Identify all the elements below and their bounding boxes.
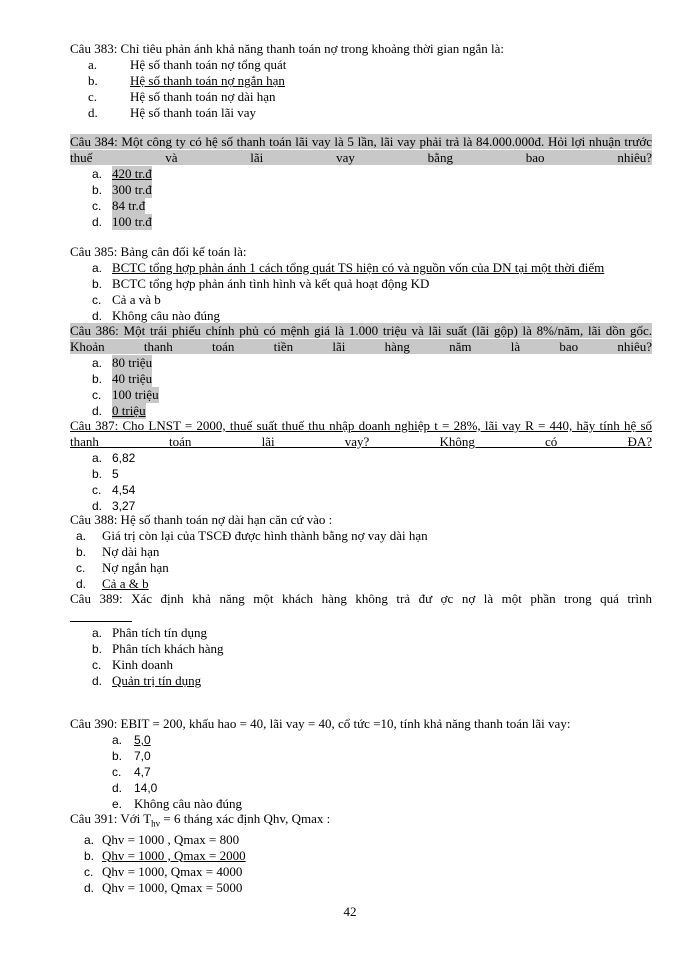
option-386-d <box>70 403 652 419</box>
option-391-b <box>70 848 652 864</box>
option-text: 5 <box>112 467 119 481</box>
option-387-b <box>70 466 652 482</box>
question-385-options <box>70 260 652 324</box>
option-text-answer: Qhv = 1000 , Qmax = 2000 <box>102 847 246 863</box>
option-label: d. <box>92 404 103 418</box>
option-label: a. <box>88 57 98 72</box>
question-388 <box>70 512 652 592</box>
option-label: c. <box>92 483 102 497</box>
option-label: c. <box>92 199 102 213</box>
option-label: b. <box>92 467 103 481</box>
option-label: b. <box>84 848 95 863</box>
option-text: 3,27 <box>112 499 136 513</box>
option-label: c. <box>92 293 102 307</box>
option-text-answer: BCTC tổng hợp phản ánh 1 cách tổng quát TS hiện có và nguồn vốn của DN tại một thời điểm <box>112 260 605 275</box>
option-385-c <box>70 292 652 308</box>
question-385-title: Câu 385: Bảng cân đối kế toán là: <box>70 244 247 259</box>
option-text: Hệ số thanh toán nợ tổng quát <box>130 57 287 72</box>
option-text: 84 tr.đ <box>112 198 146 213</box>
option-label: c. <box>88 89 98 104</box>
option-385-d <box>70 308 652 324</box>
option-label: b. <box>112 749 123 763</box>
option-391-a <box>70 832 652 848</box>
option-text: Phân tích tín dụng <box>112 625 207 640</box>
option-383-b <box>70 73 652 89</box>
option-384-c <box>70 198 652 214</box>
question-387-title: Câu 387: Cho LNST = 2000, thuế suất thuế thu nhập doanh nghiệp t = 28%, lãi vay R = 440, hãy tính hệ số thanh toán lãi vay? Không có ĐA? <box>70 418 652 449</box>
option-text: Kinh doanh <box>112 657 174 672</box>
option-388-d <box>70 576 652 592</box>
option-390-e <box>70 796 652 812</box>
option-384-d <box>70 214 652 230</box>
question-391 <box>70 811 652 896</box>
question-389-title: Câu 389: Xác định khả năng một khách hàng không trả đư ợc nợ là một phần trong quá trình <box>70 591 652 606</box>
option-label: b. <box>76 545 87 559</box>
option-text: Qhv = 1000, Qmax = 4000 <box>102 863 243 879</box>
option-text-answer: Cả a & b <box>102 576 149 591</box>
option-text: Hệ số thanh toán lãi vay <box>130 105 256 120</box>
option-text: 100 tr.đ <box>112 214 152 229</box>
question-383 <box>70 41 652 121</box>
option-text-answer: 0 triệu <box>112 403 146 418</box>
question-384 <box>70 134 652 230</box>
option-label: d. <box>88 105 98 120</box>
option-label: c. <box>76 561 86 575</box>
question-389 <box>70 591 652 689</box>
option-383-a <box>70 57 652 73</box>
option-389-c <box>70 657 652 673</box>
option-386-a <box>70 355 652 371</box>
option-text: 7,0 <box>134 749 151 763</box>
question-386-options <box>70 355 652 419</box>
option-text: Phân tích khách hàng <box>112 641 224 656</box>
option-text-answer: Hệ số thanh toán nợ ngắn hạn <box>130 73 285 88</box>
option-label: a. <box>76 529 87 543</box>
question-389-options <box>70 625 652 689</box>
question-391-options <box>70 832 652 896</box>
option-text: BCTC tổng hợp phản ánh tình hình và kết quả hoạt động KD <box>112 276 430 291</box>
option-label: d. <box>92 309 103 323</box>
option-text: Cả a và b <box>112 292 161 307</box>
option-label: c. <box>112 765 122 779</box>
option-label: b. <box>92 183 103 197</box>
option-label: b. <box>92 642 103 656</box>
option-text: 40 triệu <box>112 371 153 386</box>
option-label: c. <box>84 864 94 879</box>
option-387-c <box>70 482 652 498</box>
option-label: b. <box>88 73 98 88</box>
answer-blank-line <box>70 621 132 622</box>
option-387-a <box>70 450 652 466</box>
option-383-d <box>70 105 652 121</box>
question-391-title: Câu 391: Với $T_{hv} = 6$ tháng xác định Qhv, Qmax : <box>70 811 331 829</box>
option-label: d. <box>112 781 123 795</box>
question-388-title: Câu 388: Hệ số thanh toán nợ dài hạn căn cứ vào : <box>70 512 333 527</box>
option-text-answer: Quản trị tín dụng <box>112 673 202 688</box>
option-text: 4,7 <box>134 765 151 779</box>
option-label: c. <box>92 658 102 672</box>
option-text: Qhv = 1000 , Qmax = 800 <box>102 831 240 847</box>
question-386 <box>70 323 652 419</box>
question-390-options <box>70 732 652 812</box>
option-390-b <box>70 748 652 764</box>
option-label: a. <box>92 261 103 275</box>
question-387-options <box>70 450 652 514</box>
question-388-options <box>70 528 652 592</box>
option-text: Nợ ngắn hạn <box>102 560 169 575</box>
page-number: 42 <box>343 904 357 919</box>
option-388-a <box>70 528 652 544</box>
option-label: a. <box>92 356 103 370</box>
option-390-a <box>70 732 652 748</box>
option-383-c <box>70 89 652 105</box>
option-391-c <box>70 864 652 880</box>
option-label: d. <box>92 674 103 688</box>
option-label: a. <box>84 832 95 847</box>
question-387 <box>70 418 652 514</box>
option-label: d. <box>84 880 95 895</box>
option-text: 100 triệu <box>112 387 159 402</box>
option-text: 300 tr.đ <box>112 182 152 197</box>
option-385-a <box>70 260 652 276</box>
option-text: 6,82 <box>112 451 136 465</box>
option-text: Giá trị còn lại của TSCĐ được hình thành bằng nợ vay dài hạn <box>102 528 428 543</box>
option-text: 14,0 <box>134 781 158 795</box>
option-label: a. <box>92 626 103 640</box>
option-text: Qhv = 1000, Qmax = 5000 <box>102 879 243 895</box>
option-text-answer: 5,0 <box>134 733 151 747</box>
option-389-d <box>70 673 652 689</box>
option-label: d. <box>76 577 87 591</box>
option-390-c <box>70 764 652 780</box>
option-text: Nợ dài hạn <box>102 544 160 559</box>
option-text: 4,54 <box>112 483 136 497</box>
option-388-b <box>70 544 652 560</box>
option-text: Không câu nào đúng <box>134 796 242 811</box>
question-385 <box>70 244 652 324</box>
option-label: e. <box>112 797 123 811</box>
question-390-title: Câu 390: EBIT = 200, khấu hao = 40, lãi vay = 40, cổ tức =10, tính khả năng thanh toán lãi vay: <box>70 716 571 731</box>
option-label: b. <box>92 372 103 386</box>
option-389-a <box>70 625 652 641</box>
option-text-answer: 420 tr.đ <box>112 166 152 181</box>
option-384-b <box>70 182 652 198</box>
option-391-d <box>70 880 652 896</box>
option-label: d. <box>92 499 103 513</box>
question-390 <box>70 716 652 812</box>
option-text: Hệ số thanh toán nợ dài hạn <box>130 89 276 104</box>
question-386-title: Câu 386: Một trái phiếu chính phủ có mệnh giá là 1.000 triệu và lãi suất (lãi gộp) là 8%/năm, lãi dồn gốc. Khoản thanh toán tiền lãi hàng năm là bao nhiêu? <box>70 323 652 354</box>
option-386-c <box>70 387 652 403</box>
option-text: 80 triệu <box>112 355 153 370</box>
option-384-a <box>70 166 652 182</box>
option-label: b. <box>92 277 103 291</box>
option-label: a. <box>112 733 123 747</box>
option-390-d <box>70 780 652 796</box>
option-389-b <box>70 641 652 657</box>
question-383-title: Câu 383: Chỉ tiêu phản ánh khả năng thanh toán nợ trong khoảng thời gian ngắn là: <box>70 41 505 56</box>
option-386-b <box>70 371 652 387</box>
question-384-options <box>70 166 652 230</box>
option-label: c. <box>92 388 102 402</box>
option-label: a. <box>92 451 103 465</box>
question-384-title: Câu 384: Một công ty có hệ số thanh toán lãi vay là 5 lần, lãi vay phải trả là 84.000.000đ. Hỏi lợi nhuận trước thuế và lãi vay bằng bao nhiêu? <box>70 134 652 165</box>
option-label: d. <box>92 215 103 229</box>
question-383-options <box>70 57 652 121</box>
option-385-b <box>70 276 652 292</box>
option-label: a. <box>92 167 103 181</box>
option-text: Không câu nào đúng <box>112 308 220 323</box>
option-388-c <box>70 560 652 576</box>
